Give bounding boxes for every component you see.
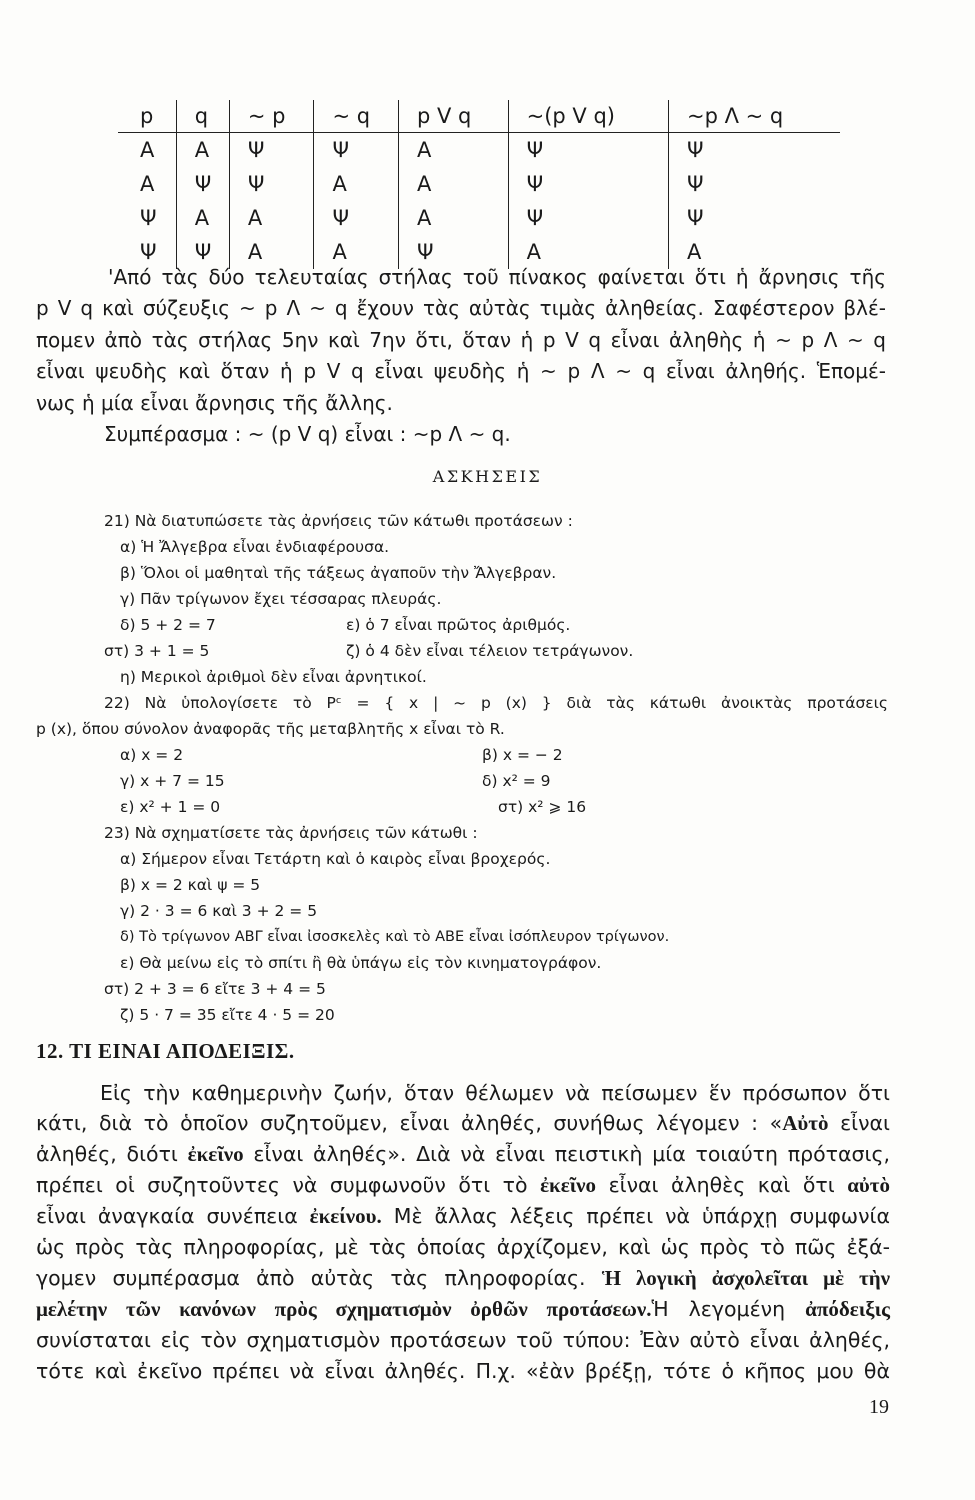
bold-span: μελέτην τῶν κανόνων πρὸς σχηματισμὸν ὀρθῶν προτάσεων.	[36, 1297, 652, 1321]
paragraph-line	[36, 1294, 890, 1326]
table-cell: Α	[176, 201, 229, 235]
table-cell: Ψ	[669, 201, 840, 235]
paragraph-line	[36, 1170, 890, 1202]
exercises-heading: ΑΣΚΗΣΕΙΣ	[432, 467, 543, 486]
table-cell: Ψ	[176, 235, 229, 269]
table-cell: Ψ	[399, 235, 509, 269]
text-span: Ἡ λεγομένη	[651, 1297, 806, 1321]
header-cell: ~ q	[314, 100, 399, 133]
table-cell: Ψ	[229, 167, 314, 201]
exercise-stem: 22) Νὰ ὑπολογίσετε τὸ Pᶜ = { x | ~ p (x) } διὰ τὰς κάτωθι ἀνοικτὰς προτάσεις	[104, 694, 888, 712]
exercise-item: ε) ὁ 7 εἶναι πρῶτος ἀριθμός.	[346, 616, 571, 634]
exercise-item: ζ) 5 · 7 = 35 εἴτε 4 · 5 = 20	[120, 1006, 335, 1024]
paragraph-line: συνίσταται εἰς τὸν σχηματισμὸν προτάσεων τοῦ τύπου: Ἐὰν αὐτὸ εἶναι ἀληθές,	[36, 1328, 890, 1352]
paragraph-line	[36, 1263, 890, 1295]
table-cell: Ψ	[669, 133, 840, 168]
exercise-item: α) Σήμερον εἶναι Τετάρτη καὶ ὁ καιρὸς εἶναι βροχερός.	[120, 850, 551, 868]
table-cell: Ψ	[508, 167, 668, 201]
table-cell: Ψ	[140, 206, 157, 230]
bold-span: αὐτὸ	[847, 1173, 890, 1197]
table-cell: Α	[140, 138, 155, 162]
paragraph-line: Εἰς τὴν καθημερινὴν ζωήν, ὅταν θέλωμεν νὰ πείσωμεν ἕν πρόσωπον ὅτι	[100, 1081, 890, 1105]
bold-span: ἐκείνου.	[309, 1204, 382, 1228]
table-cell: Α	[508, 235, 668, 269]
table-cell: Ψ	[508, 133, 668, 168]
truth-table-header-row	[118, 100, 840, 133]
text-span: εἶναι ἀληθὲς καὶ ὅτι	[596, 1173, 848, 1197]
paragraph-line: ὡς πρὸς τὰς πληροφορίας, μὲ τὰς ὁποίας ἀρχίζομεν, καὶ ὡς πρὸς τὸ πῶς ἐξά-	[36, 1235, 890, 1259]
exercise-item: ζ) ὁ 4 δὲν εἶναι τέλειον τετράγωνον.	[346, 642, 634, 660]
bold-span: ἐκεῖνο	[187, 1142, 244, 1166]
exercise-item: στ) 2 + 3 = 6 εἴτε 3 + 4 = 5	[104, 980, 326, 998]
exercise-item: ε) Θὰ μείνω εἰς τὸ σπίτι ἢ θὰ ὑπάγω εἰς τὸν κινηματογράφον.	[120, 954, 602, 972]
exercise-stem: 23) Νὰ σχηματίσετε τὰς ἀρνήσεις τῶν κάτωθι :	[104, 824, 478, 842]
table-cell: Ψ	[669, 167, 840, 201]
exercise-item: β) x = − 2	[482, 746, 563, 764]
text-span: πρέπει οἱ συζητοῦντες νὰ συμφωνοῦν ὅτι τὸ	[36, 1173, 541, 1197]
header-cell: p	[118, 100, 176, 133]
exercise-item: γ) Πᾶν τρίγωνον ἔχει τέσσαρας πλευράς.	[120, 590, 442, 608]
intro-line: 'Από τὰς δύο τελευταίας στήλας τοῦ πίνακος φαίνεται ὅτι ἡ ἄρνησις τῆς	[108, 265, 886, 289]
table-cell: Ψ	[229, 133, 314, 168]
exercise-stem: p (x), ὅπου σύνολον ἀναφορᾶς τῆς μεταβλητῆς x εἶναι τὸ R.	[36, 720, 505, 738]
table-row	[118, 133, 840, 168]
text-span: εἶναι ἀναγκαία συνέπεια	[36, 1204, 310, 1228]
table-cell: Α	[669, 235, 840, 269]
bold-span: ἐκεῖνο	[540, 1173, 597, 1197]
table-cell: Α	[176, 133, 229, 168]
exercise-item: στ) 3 + 1 = 5	[104, 642, 210, 660]
text-span: εἶναι ἀληθές». Διὰ νὰ εἶναι πειστικὴ μία τοιαύτη πρότασις,	[243, 1142, 890, 1166]
header-cell: p V q	[399, 100, 509, 133]
intro-line: νως ἡ μία εἶναι ἄρνησις τῆς ἄλλης.	[36, 391, 393, 415]
text-span: ἀληθές, διότι	[36, 1142, 188, 1166]
exercise-item: δ) Τὸ τρίγωνον ΑΒΓ εἶναι ἰσοσκελὲς καὶ τὸ ΑΒΕ εἶναι ἰσόπλευρον τρίγωνον.	[120, 929, 670, 945]
table-cell: Α	[314, 167, 399, 201]
header-cell: ~p Λ ~ q	[669, 100, 840, 133]
table-cell: Α	[399, 133, 509, 168]
table-cell: Α	[399, 201, 509, 235]
exercise-item: α) x = 2	[120, 746, 184, 764]
table-row	[118, 201, 840, 235]
bold-span: Αὐτὸ	[782, 1111, 829, 1135]
table-row	[118, 167, 840, 201]
text-span: κάτι, διὰ τὸ ὁποῖον συζητοῦμεν, εἶναι ἀληθές, συνήθως λέγομεν : «	[36, 1111, 783, 1135]
exercise-item: β) x = 2 καὶ ψ = 5	[120, 876, 261, 894]
exercise-item: γ) x + 7 = 15	[120, 772, 225, 790]
header-cell: ~ p	[229, 100, 314, 133]
paragraph-line	[36, 1201, 890, 1233]
bold-span: ἀπόδειξις	[805, 1297, 890, 1321]
exercise-item: β) Ὅλοι οἱ μαθηταὶ τῆς τάξεως ἀγαποῦν τὴν Ἄλγεβραν.	[120, 564, 557, 582]
paragraph-line	[36, 1139, 890, 1171]
table-cell: Α	[314, 235, 399, 269]
exercise-item: δ) 5 + 2 = 7	[120, 616, 216, 634]
intro-line: πομεν ἀπὸ τὰς στήλας 5ην καὶ 7ην ὅτι, ὅταν ἡ p V q εἶναι ἀληθὴς ἡ ~ p Λ ~ q	[36, 328, 886, 352]
text-span: εἶναι	[828, 1111, 890, 1135]
exercise-item: στ) x² ⩾ 16	[498, 798, 587, 816]
exercise-item: γ) 2 · 3 = 6 καὶ 3 + 2 = 5	[120, 902, 318, 920]
header-cell: q	[176, 100, 229, 133]
exercise-item: δ) x² = 9	[482, 772, 551, 790]
exercise-item: ε) x² + 1 = 0	[120, 798, 221, 816]
section-title: 12. ΤΙ ΕΙΝΑΙ ΑΠΟΔΕΙΞΙΣ.	[36, 1039, 295, 1063]
paragraph-line: τότε καὶ ἐκεῖνο πρέπει νὰ εἶναι ἀληθές. Π.χ. «ἐὰν βρέξῃ, τότε ὁ κῆπος μου θὰ	[36, 1359, 890, 1383]
paragraph-line	[36, 1108, 890, 1140]
exercise-item: α) Ἡ Ἄλγεβρα εἶναι ἐνδιαφέρουσα.	[120, 538, 390, 556]
header-cell: ~(p V q)	[508, 100, 668, 133]
table-cell: Α	[399, 167, 509, 201]
text-span: Μὲ ἄλλας λέξεις πρέπει νὰ ὑπάρχῃ συμφωνία	[381, 1204, 890, 1228]
bold-span: Ἡ λογικὴ ἀσχολεῖται μὲ τὴν	[601, 1266, 891, 1290]
table-cell: Α	[140, 172, 155, 196]
table-cell: Ψ	[176, 167, 229, 201]
table-cell: Α	[229, 201, 314, 235]
exercise-item: η) Μερικοὶ ἀριθμοὶ δὲν εἶναι ἀρνητικοί.	[120, 668, 427, 686]
table-cell: Ψ	[314, 201, 399, 235]
table-cell: Ψ	[508, 201, 668, 235]
intro-line: εἶναι ψευδὴς καὶ ὅταν ἡ p V q εἶναι ψευδὴς ἡ ~ p Λ ~ q εἶναι ἀληθής. Ἑπομέ-	[36, 359, 886, 383]
intro-line: p V q καὶ σύζευξις ~ p Λ ~ q ἔχουν τὰς αὐτὰς τιμὰς ἀληθείας. Σαφέστερον βλέ-	[36, 296, 886, 320]
text-span: γομεν συμπέρασμα ἀπὸ αὐτὰς τὰς πληροφορίας.	[36, 1266, 602, 1290]
exercise-stem: 21) Νὰ διατυπώσετε τὰς ἀρνήσεις τῶν κάτωθι προτάσεων :	[104, 512, 573, 530]
table-cell: Ψ	[314, 133, 399, 168]
page-number: 19	[869, 1396, 889, 1418]
table-cell: Α	[229, 235, 314, 269]
truth-table	[118, 100, 840, 269]
table-cell: Ψ	[140, 240, 157, 264]
conclusion-line: Συμπέρασμα : ~ (p V q) εἶναι : ~p Λ ~ q.	[104, 422, 511, 446]
